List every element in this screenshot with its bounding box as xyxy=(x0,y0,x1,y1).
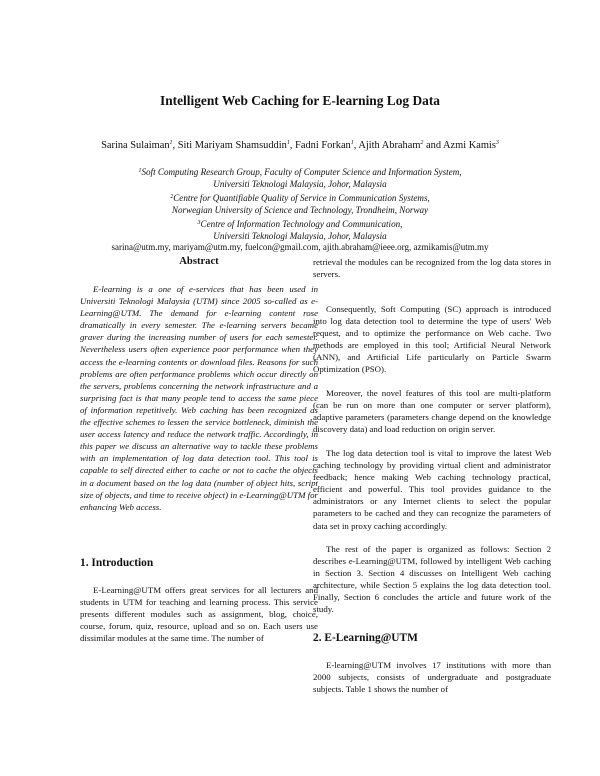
affiliation-name: Centre for Quantifiable Quality of Service in Communication Systems, xyxy=(173,192,430,203)
author-name: Azmi Kamis xyxy=(443,140,496,151)
author-name: Sarina Sulaiman xyxy=(101,140,170,151)
abstract-text: E-learning is a one of e-services that has been used in Universiti Teknologi Malaysia (UTM) since 2005 so-called as e-Learning@UTM. The demand for e-learning content rose dramatically in every semester. The e-learning servers became graver during the increasing number of users for each semester. Nevertheless users often experience poor performance when they access the e-learning contents or download files. Reasons for such problems are often performance problems which occur directly on the servers, problems concerning the network infrastructure and a surprising fact is that many people tend to access the same piece of information repetitively. Web caching has been recognized as the effective schemes to lessen the service bottleneck, diminish the user access latency and reduce the network traffic. Accordingly, in this paper we discuss an alternative way to tackle these problems with an implementation of log data detection tool. This tool is capable to self directed either to cache or not to cache the objects in a document based on the log data (number of object hits, script size of objects, and time to receive object) in e-Learning@UTM for enhancing Web access. xyxy=(80,284,318,512)
author-name: Siti Mariyam Shamsuddin xyxy=(177,140,287,151)
intro-continued-paragraph: retrieval the modules can be recognized from the log data stores in servers. xyxy=(313,257,551,280)
paper-title: Intelligent Web Caching for E-learning Log Data xyxy=(160,93,440,108)
author-emails: sarina@utm.my, mariyam@utm.my, fuelcon@gmail.com, ajith.abraham@ieee.org, azmikamis@utm.my xyxy=(111,242,489,252)
author-separator: , xyxy=(289,140,296,151)
intro-paragraph-3: Moreover, the novel features of this tool are multi-platform (can be run on more than one computer or server platform), adaptive parameters (parameters change depend on the knowledge discovery data) and load reduction on origin server. xyxy=(313,388,551,435)
author-separator: , xyxy=(172,140,178,151)
author-name: Fadni Forkan xyxy=(295,140,351,151)
affiliations xyxy=(0,165,600,242)
author-affiliation-mark: 1 xyxy=(286,140,290,146)
affiliation-mark: 3 xyxy=(197,219,201,226)
section-1-heading: 1. Introduction xyxy=(80,557,154,569)
intro-paragraph-2: Consequently, Soft Computing (SC) approach is introduced into log data detection tool to determine the type of users' Web request, and to optimize the performance on Web cache. Two methods are employed in this tool; Artificial Neural Network (ANN), and Artificial Life particularly on Particle Swarm Optimization (PSO). xyxy=(313,304,551,375)
section-2-heading: 2. E-Learning@UTM xyxy=(313,632,418,644)
section-2-paragraph: E-learning@UTM involves 17 institutions with more than 2000 subjects, consists of undergraduate and postgraduate subjects. Table 1 shows the number of xyxy=(313,660,551,695)
section-1-paragraph: E-Learning@UTM offers great services for all lecturers and students in UTM for teaching and learning process. This service presents different modules such as assignment, blog, choice, course, forum, quiz, resource, upload and so on. Each users use dissimilar modules at the same time. The number of xyxy=(80,585,318,644)
author-list xyxy=(0,140,600,151)
author-affiliation-mark: 1 xyxy=(350,140,354,146)
affiliation-mark: 2 xyxy=(170,193,174,200)
abstract-heading: Abstract xyxy=(179,256,219,267)
affiliation-line xyxy=(0,165,600,178)
author-name: Ajith Abraham xyxy=(358,140,421,151)
intro-paragraph-5: The rest of the paper is organized as follows: Section 2 describes e-Learning@UTM, followed by intelligent Web caching in Section 3. Section 4 discusses on Intelligent Web caching architecture, while Section 5 explains the log data detection tool. Finally, Section 6 concludes the article and future work of the study. xyxy=(313,544,551,615)
affiliation-name: Soft Computing Research Group, Faculty of Computer Science and Information System, xyxy=(141,167,462,177)
author-separator: and xyxy=(423,140,444,151)
intro-paragraph-4: The log data detection tool is vital to improve the latest Web caching technology by providing virtual client and administrator feedback; hence making Web caching technology practical, efficient and powerful. This tool provides guidance to the administrators or any Internet clients to select the popular parameters to be cached and they can recognize the parameters of data set in proxy caching accordingly. xyxy=(313,448,551,531)
author-affiliation-mark: 3 xyxy=(495,140,499,146)
author-affiliation-mark: 2 xyxy=(420,140,424,146)
affiliation-location: Universiti Teknologi Malaysia, Johor, Malaysia xyxy=(213,231,387,242)
author-affiliation-mark: 1 xyxy=(169,140,173,146)
affiliation-mark: 1 xyxy=(138,168,142,174)
affiliation-name: Centre of Information Technology and Communication, xyxy=(200,218,403,229)
affiliation-location: Norwegian University of Science and Technology, Trondheim, Norway xyxy=(171,205,429,216)
affiliation-line xyxy=(0,217,600,230)
author-separator: , xyxy=(353,140,359,151)
affiliation-line xyxy=(0,191,600,204)
affiliation-location: Universiti Teknologi Malaysia, Johor, Malaysia xyxy=(213,179,387,190)
